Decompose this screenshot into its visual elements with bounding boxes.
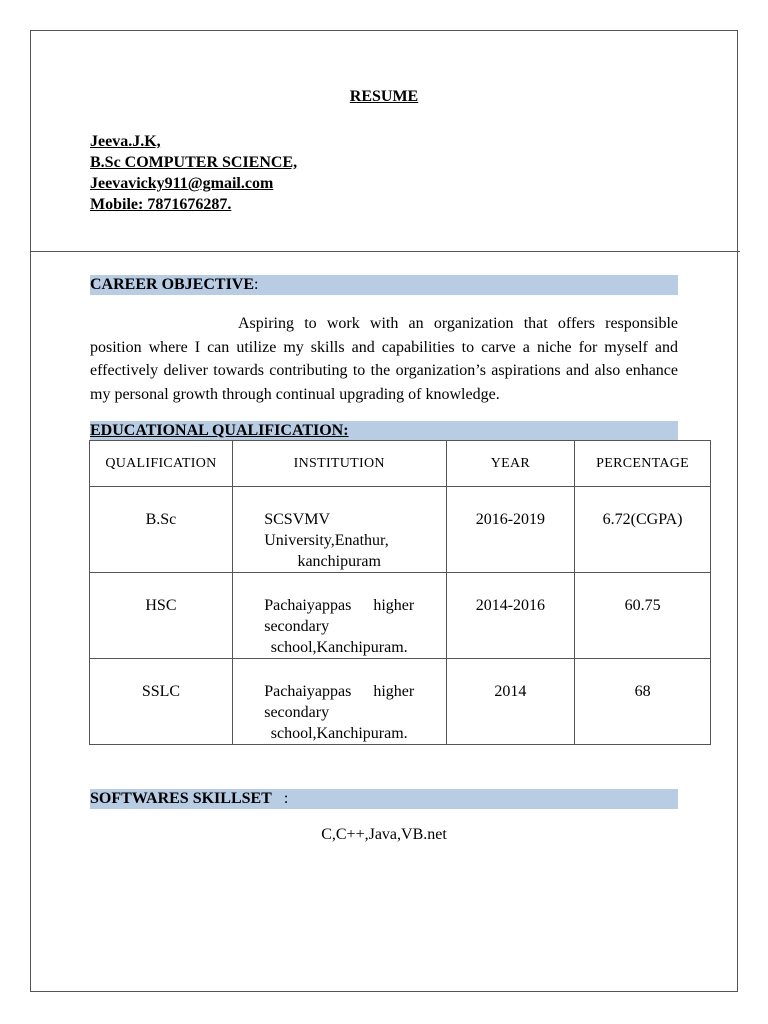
header-year: YEAR [446, 441, 575, 487]
career-objective-text [90, 312, 678, 406]
cell-percentage: 6.72(CGPA) [575, 487, 711, 573]
cell-qualification: HSC [90, 573, 233, 659]
header-percentage: PERCENTAGE [575, 441, 711, 487]
career-objective-colon: : [254, 276, 259, 293]
table-header-row [90, 441, 711, 487]
education-table [89, 440, 711, 745]
career-objective-body: Aspiring to work with an organization that offers responsible position where I can utilize my skills and capabilities to carve a niche for myself and effectively deliver towards contributing to the organization’s aspirations and also enhance my personal growth through continual upgrading of knowledge. [90, 315, 678, 403]
cell-qualification: B.Sc [90, 487, 233, 573]
candidate-name: Jeeva.J.K, [90, 133, 161, 150]
skills-heading-label: SOFTWARES SKILLSET [90, 790, 272, 807]
cell-institution [232, 573, 446, 659]
table-row [90, 487, 711, 573]
contact-block [90, 131, 297, 215]
cell-qualification: SSLC [90, 659, 233, 745]
institution-text: Pachaiyappas higher secondary school,Kanchipuram. [264, 597, 415, 656]
career-objective-heading [90, 275, 678, 295]
institution-text: SCSVMV University,Enathur, kanchipuram [264, 511, 389, 570]
skills-heading-colon: : [283, 790, 289, 807]
cell-year: 2014-2016 [446, 573, 575, 659]
candidate-email: Jeevavicky911@gmail.com [90, 175, 274, 192]
education-heading-label: EDUCATIONAL QUALIFICATION: [90, 422, 349, 439]
cell-percentage: 60.75 [575, 573, 711, 659]
cell-percentage: 68 [575, 659, 711, 745]
skills-heading [90, 789, 678, 809]
page-title: RESUME [349, 88, 419, 105]
cell-year: 2014 [446, 659, 575, 745]
header-institution: INSTITUTION [232, 441, 446, 487]
header-qualification: QUALIFICATION [90, 441, 233, 487]
cell-year: 2016-2019 [446, 487, 575, 573]
institution-text: Pachaiyappas higher secondary school,Kanchipuram. [264, 683, 415, 742]
table-row [90, 573, 711, 659]
career-objective-label: CAREER OBJECTIVE [90, 276, 255, 293]
cell-institution [232, 487, 446, 573]
candidate-mobile: Mobile: 7871676287. [90, 196, 232, 213]
candidate-degree: B.Sc COMPUTER SCIENCE, [90, 154, 298, 171]
section-divider [30, 251, 740, 252]
skills-list: C,C++,Java,VB.net [321, 826, 447, 843]
cell-institution [232, 659, 446, 745]
table-row [90, 659, 711, 745]
education-heading [90, 421, 678, 441]
